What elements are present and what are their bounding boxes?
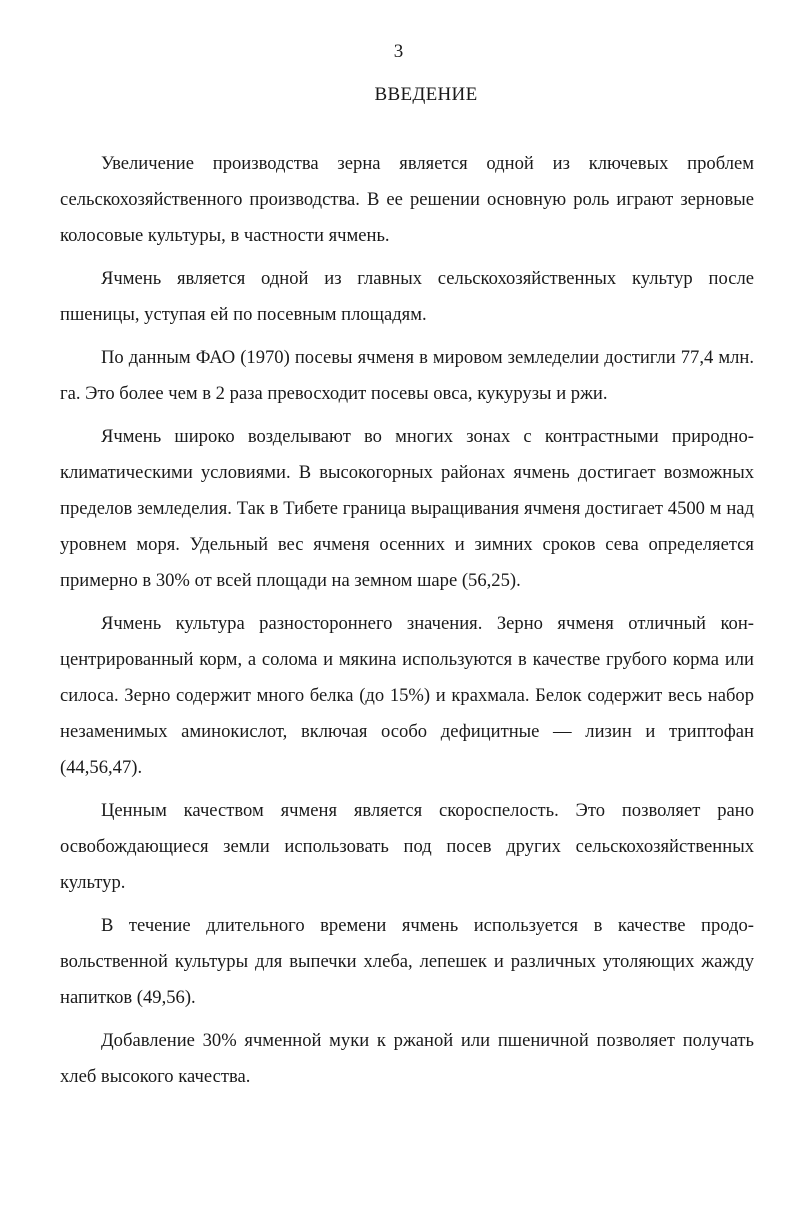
paragraph-7: В течение длительного времени ячмень используется в качестве продовольственной культуры для выпечки хлеба, лепешек и различных утоляющих жажду напитков (49,56). (60, 915, 754, 1008)
paragraph-6: Ценным качеством ячменя является скороспелость. Это позволяет рано освобождающиеся земли использовать под посев других сельскохозяйственных культур. (60, 800, 754, 893)
paragraph-2: Ячмень является одной из главных сельскохозяйственных культур после пшеницы, уступая ей по посевным площадям. (60, 268, 754, 325)
paragraph-5: Ячмень культура разностороннего значения. Зерно ячменя отличный концентрированный корм, а солома и мякина используются в качестве грубого корма или силоса. Зерно содержит много белка (до 15%) и крахмала. Белок содержит весь набор незаменимых аминокислот, включая особо дефицитные — лизин и триптофан (44,56,47). (60, 613, 754, 778)
section-title: ВВЕДЕНИЕ (374, 84, 478, 105)
paragraph-1: Увеличение производства зерна является одной из ключевых проблем сельскохозяйственного производства. В ее решении основную роль играют зерновые колосовые культуры, в частности ячмень. (60, 153, 754, 246)
document-body (60, 146, 754, 1102)
paragraph-3: По данным ФАО (1970) посевы ячменя в мировом земледелии достигли 77,4 млн. га. Это более чем в 2 раза превосходит посевы овса, кукурузы и ржи. (60, 347, 754, 404)
paragraph-8: Добавление 30% ячменной муки к ржаной или пшеничной позволяет получать хлеб высокого качества. (60, 1030, 754, 1087)
page-number: 3 (393, 41, 404, 62)
paragraph-4: Ячмень широко возделывают во многих зонах с контрастными природно-климатическими условиями. В высокогорных районах ячмень достигает возможных пределов земледелия. Так в Тибете граница выращивания ячменя достигает 4500 м над уровнем моря. Удельный вес ячменя осенних и зимних сроков сева определяется примерно в 30% от всей площади на земном шаре (56,25). (60, 426, 754, 591)
